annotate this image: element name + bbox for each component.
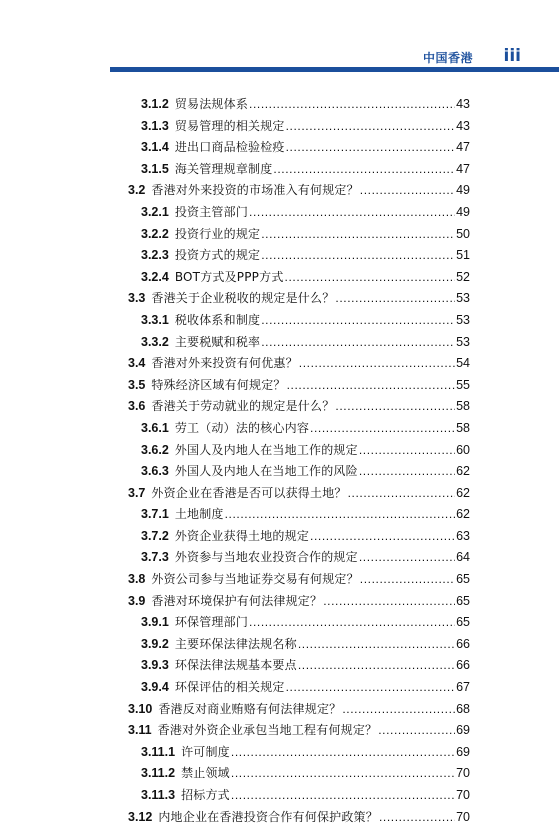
toc-dot-leader bbox=[249, 612, 455, 634]
toc-entry-page: 63 bbox=[456, 528, 470, 543]
toc-entry-page: 58 bbox=[456, 399, 470, 414]
toc-entry[interactable] bbox=[128, 547, 470, 569]
toc-entry-number: 3.11.3 bbox=[141, 788, 176, 802]
toc-entry[interactable] bbox=[128, 504, 470, 526]
toc-dot-leader bbox=[286, 137, 455, 159]
toc-entry-title: 外国人及内地人在当地工作的规定 bbox=[174, 442, 358, 457]
toc-entry-title: 香港关于劳动就业的规定是什么？ bbox=[151, 399, 335, 414]
toc-entry-page: 47 bbox=[456, 161, 470, 176]
toc-entry[interactable] bbox=[128, 202, 470, 224]
toc-entry-number: 3.9.2 bbox=[141, 636, 169, 651]
toc-dot-leader bbox=[335, 396, 455, 418]
toc-entry-title: 招标方式 bbox=[181, 788, 230, 802]
toc-entry-title: 进出口商品检验检疫 bbox=[174, 140, 285, 155]
toc-entry-page: 53 bbox=[456, 291, 470, 306]
toc-entry-number: 3.7.2 bbox=[141, 528, 169, 543]
toc-entry[interactable] bbox=[128, 569, 470, 591]
toc-dot-leader bbox=[249, 94, 455, 116]
toc-entry[interactable] bbox=[128, 396, 470, 418]
toc-entry-title: 香港对外来投资的市场准入有何规定？ bbox=[151, 183, 359, 198]
toc-entry[interactable] bbox=[128, 137, 470, 159]
toc-dot-leader bbox=[360, 569, 455, 591]
toc-entry[interactable] bbox=[128, 612, 470, 634]
toc-entry-number: 3.7.3 bbox=[141, 550, 169, 565]
toc-entry-page: 51 bbox=[456, 248, 470, 263]
toc-entry-number: 3.6 bbox=[128, 399, 146, 414]
toc-entry[interactable] bbox=[128, 332, 470, 354]
toc-dot-leader bbox=[286, 677, 455, 699]
toc-entry[interactable] bbox=[128, 655, 470, 677]
toc-dot-leader bbox=[298, 634, 455, 656]
toc-entry-page: 43 bbox=[456, 118, 470, 133]
toc-entry-number: 3.9.3 bbox=[141, 658, 169, 673]
toc-entry-title: 投资主管部门 bbox=[174, 204, 249, 219]
toc-entry-page: 66 bbox=[456, 658, 470, 673]
toc-entry-page: 58 bbox=[456, 420, 470, 435]
toc-entry-page: 65 bbox=[456, 593, 470, 608]
toc-entry-number: 3.10 bbox=[128, 701, 153, 716]
toc-entry-page: 60 bbox=[456, 442, 470, 457]
toc-entry[interactable] bbox=[128, 483, 470, 505]
toc-entry[interactable] bbox=[128, 353, 470, 375]
toc-entry-page: 67 bbox=[456, 680, 470, 695]
toc-dot-leader bbox=[310, 526, 455, 548]
toc-entry[interactable] bbox=[128, 116, 470, 138]
toc-entry-page: 66 bbox=[456, 636, 470, 651]
toc-entry-title: 土地制度 bbox=[174, 507, 224, 522]
toc-entry-number: 3.11.1 bbox=[141, 744, 176, 759]
toc-dot-leader bbox=[249, 202, 455, 224]
toc-entry-title: 投资方式的规定 bbox=[174, 248, 261, 263]
toc-dot-leader bbox=[225, 504, 455, 526]
toc-entry-page: 53 bbox=[456, 312, 470, 327]
toc-entry-page: 70 bbox=[456, 788, 470, 802]
toc-entry[interactable] bbox=[128, 288, 470, 310]
toc-entry-page: 62 bbox=[456, 485, 470, 500]
toc-entry-title: 贸易管理的相关规定 bbox=[174, 118, 285, 133]
toc-entry-title: 环保法律法规基本要点 bbox=[174, 658, 297, 673]
toc-entry-number: 3.3 bbox=[128, 291, 146, 306]
toc-entry-number: 3.1.4 bbox=[141, 140, 169, 155]
toc-entry-title: 投资行业的规定 bbox=[174, 226, 261, 241]
toc-entry-title: 外国人及内地人在当地工作的风险 bbox=[174, 464, 358, 479]
toc-dot-leader bbox=[348, 483, 456, 505]
toc-dot-leader bbox=[360, 180, 455, 202]
toc-entry-title: 外资公司参与当地证券交易有何规定？ bbox=[151, 572, 359, 587]
toc-dot-leader bbox=[261, 224, 455, 246]
toc-entry-number: 3.2 bbox=[128, 183, 146, 198]
toc-entry[interactable] bbox=[128, 375, 470, 397]
toc-entry-title: BOT方式及PPP方式 bbox=[174, 269, 284, 284]
toc-entry-number: 3.8 bbox=[128, 572, 146, 587]
toc-entry[interactable] bbox=[128, 785, 470, 807]
toc-dot-leader bbox=[379, 807, 455, 828]
toc-entry[interactable] bbox=[128, 763, 470, 785]
toc-entry-number: 3.3.1 bbox=[141, 312, 169, 327]
toc-entry[interactable] bbox=[128, 245, 470, 267]
toc-entry-title: 外资企业获得土地的规定 bbox=[174, 528, 310, 543]
toc-entry[interactable] bbox=[128, 807, 470, 828]
toc-dot-leader bbox=[261, 310, 455, 332]
toc-entry-page: 43 bbox=[456, 97, 470, 111]
toc-entry-title: 香港对外来投资有何优惠？ bbox=[151, 356, 298, 371]
toc-entry-number: 3.3.2 bbox=[141, 334, 169, 349]
toc-entry-title: 环保管理部门 bbox=[174, 615, 249, 630]
toc-dot-leader bbox=[310, 418, 455, 440]
toc-entry[interactable] bbox=[128, 418, 470, 440]
toc-entry-title: 税收体系和制度 bbox=[174, 312, 261, 327]
toc-entry-title: 禁止领域 bbox=[181, 766, 230, 781]
toc-entry[interactable] bbox=[128, 634, 470, 656]
toc-entry-number: 3.7 bbox=[128, 485, 146, 500]
toc-entry-number: 3.11 bbox=[128, 723, 152, 738]
toc-entry[interactable] bbox=[128, 224, 470, 246]
toc-entry-title: 外资参与当地农业投资合作的规定 bbox=[174, 550, 358, 565]
toc-entry-page: 54 bbox=[456, 356, 470, 371]
toc-entry-title: 许可制度 bbox=[181, 744, 230, 759]
toc-entry-page: 47 bbox=[456, 140, 470, 155]
toc-entry[interactable] bbox=[128, 526, 470, 548]
toc-entry-page: 69 bbox=[456, 744, 470, 759]
toc-entry-number: 3.2.2 bbox=[141, 226, 169, 241]
toc-entry-number: 3.12 bbox=[128, 809, 153, 824]
toc-entry-number: 3.2.1 bbox=[141, 204, 169, 219]
toc-entry-title: 劳工（动）法的核心内容 bbox=[174, 420, 310, 435]
toc-dot-leader bbox=[231, 742, 455, 764]
toc-dot-leader bbox=[323, 591, 455, 613]
toc-entry-title: 香港对环境保护有何法律规定？ bbox=[151, 593, 323, 608]
toc-entry-page: 65 bbox=[456, 615, 470, 630]
toc-entry-number: 3.6.2 bbox=[141, 442, 169, 457]
toc-entry[interactable] bbox=[128, 720, 470, 742]
toc-dot-leader bbox=[359, 547, 455, 569]
toc-entry-title: 香港反对商业贿赂有何法律规定？ bbox=[158, 701, 342, 716]
toc-entry-number: 3.2.4 bbox=[141, 269, 169, 284]
toc-entry-page: 62 bbox=[456, 464, 470, 479]
toc-entry-title: 特殊经济区域有何规定？ bbox=[151, 377, 286, 392]
toc-entry[interactable] bbox=[128, 267, 470, 289]
toc-entry-number: 3.2.3 bbox=[141, 248, 169, 263]
running-header-title: 中国香港 bbox=[422, 51, 473, 65]
toc-entry-title: 主要环保法律法规名称 bbox=[174, 636, 297, 651]
toc-entry[interactable] bbox=[128, 461, 470, 483]
toc-entry[interactable] bbox=[128, 677, 470, 699]
toc-entry[interactable] bbox=[128, 159, 470, 181]
toc-entry-number: 3.1.2 bbox=[141, 97, 169, 111]
toc-dot-leader bbox=[286, 116, 455, 138]
toc-dot-leader bbox=[342, 699, 455, 721]
toc-dot-leader bbox=[378, 720, 455, 742]
toc-dot-leader bbox=[359, 440, 455, 462]
toc-entry-number: 3.1.5 bbox=[141, 161, 169, 176]
toc-entry-number: 3.7.1 bbox=[141, 507, 169, 522]
toc-entry-title: 环保评估的相关规定 bbox=[174, 680, 285, 695]
toc-dot-leader bbox=[261, 245, 455, 267]
toc-entry-page: 50 bbox=[456, 226, 470, 241]
toc-entry-number: 3.6.3 bbox=[141, 464, 169, 479]
toc-entry-page: 69 bbox=[456, 723, 470, 738]
toc-entry-number: 3.5 bbox=[128, 377, 146, 392]
toc-entry-page: 70 bbox=[456, 809, 470, 824]
toc-entry[interactable] bbox=[128, 180, 470, 202]
toc-entry-title: 香港关于企业税收的规定是什么？ bbox=[151, 291, 335, 306]
table-of-contents bbox=[128, 94, 470, 828]
toc-entry-number: 3.9.4 bbox=[141, 680, 169, 695]
toc-entry-page: 49 bbox=[456, 204, 470, 219]
page-number: iii bbox=[503, 46, 521, 66]
toc-entry[interactable] bbox=[128, 591, 470, 613]
toc-dot-leader bbox=[231, 763, 455, 785]
toc-entry-title: 外资企业在香港是否可以获得土地？ bbox=[151, 485, 347, 500]
toc-entry-page: 65 bbox=[456, 572, 470, 587]
toc-entry-title: 香港对外资企业承包当地工程有何规定？ bbox=[157, 723, 378, 738]
toc-dot-leader bbox=[298, 655, 455, 677]
toc-entry-page: 62 bbox=[456, 507, 470, 522]
toc-entry-title: 主要税赋和税率 bbox=[174, 334, 261, 349]
toc-dot-leader bbox=[261, 332, 455, 354]
toc-entry-title: 海关管理规章制度 bbox=[174, 161, 273, 176]
toc-dot-leader bbox=[335, 288, 455, 310]
toc-entry-page: 53 bbox=[456, 334, 470, 349]
toc-dot-leader bbox=[285, 267, 456, 289]
header-rule bbox=[110, 67, 559, 72]
toc-entry-number: 3.1.3 bbox=[141, 118, 169, 133]
toc-entry[interactable] bbox=[128, 742, 470, 764]
toc-entry[interactable] bbox=[128, 94, 470, 116]
toc-entry-page: 64 bbox=[456, 550, 470, 565]
toc-entry[interactable] bbox=[128, 699, 470, 721]
toc-entry-page: 52 bbox=[456, 269, 470, 284]
toc-entry-page: 70 bbox=[456, 766, 470, 781]
toc-dot-leader bbox=[299, 353, 455, 375]
toc-entry-number: 3.9.1 bbox=[141, 615, 169, 630]
toc-entry-number: 3.6.1 bbox=[141, 420, 169, 435]
toc-entry-number: 3.4 bbox=[128, 356, 146, 371]
toc-entry-page: 55 bbox=[456, 377, 470, 392]
toc-entry[interactable] bbox=[128, 440, 470, 462]
toc-entry-title: 内地企业在香港投资合作有何保护政策？ bbox=[158, 809, 378, 824]
toc-dot-leader bbox=[287, 375, 456, 397]
toc-dot-leader bbox=[231, 785, 455, 807]
toc-entry-number: 3.11.2 bbox=[141, 766, 176, 781]
toc-dot-leader bbox=[273, 159, 455, 181]
toc-entry-page: 49 bbox=[456, 183, 470, 198]
toc-dot-leader bbox=[359, 461, 455, 483]
toc-entry-title: 贸易法规体系 bbox=[174, 97, 249, 111]
toc-entry-page: 68 bbox=[456, 701, 470, 716]
toc-entry[interactable] bbox=[128, 310, 470, 332]
toc-entry-number: 3.9 bbox=[128, 593, 146, 608]
